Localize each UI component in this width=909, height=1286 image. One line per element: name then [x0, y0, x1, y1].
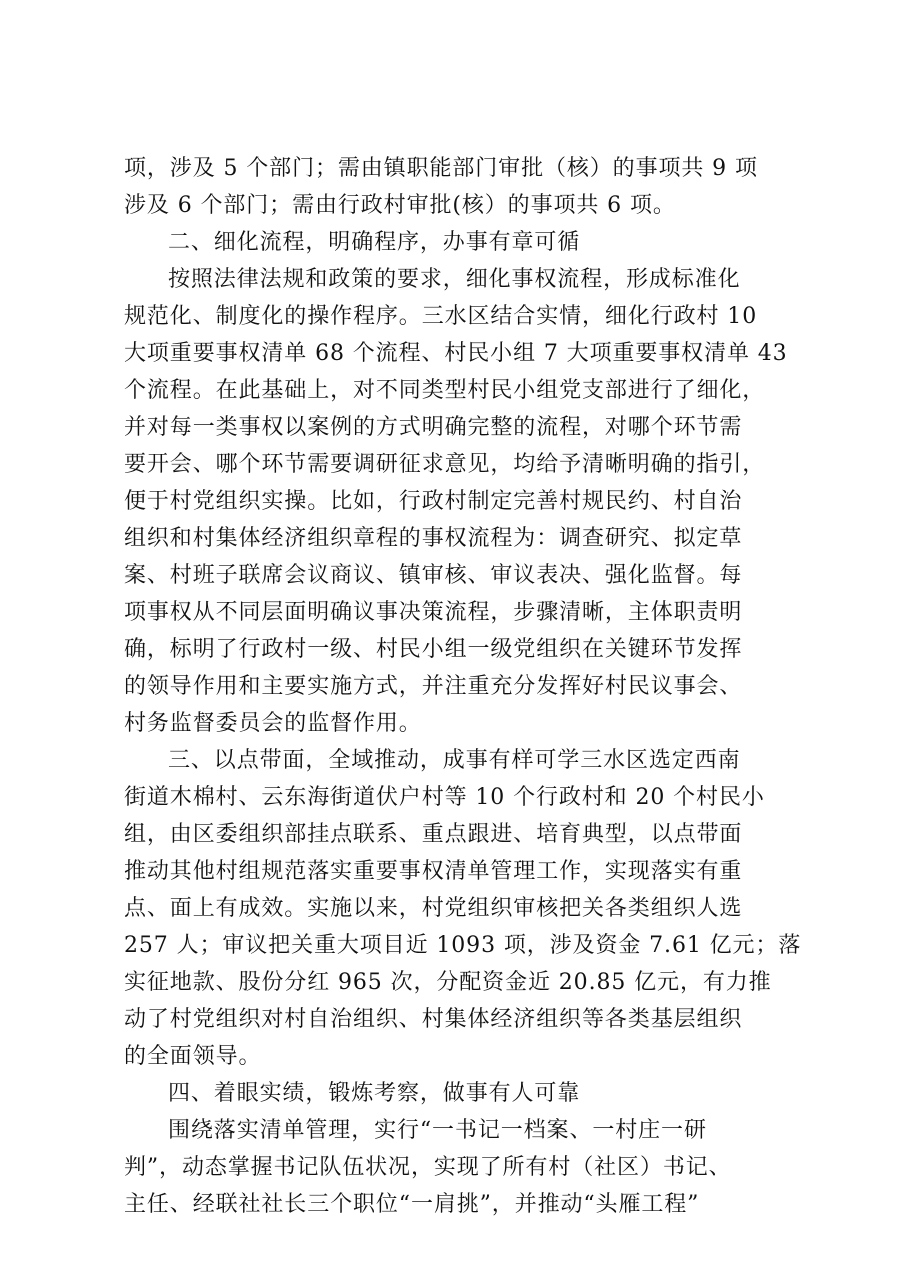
text-line: 257 人；审议把关重大项目近 1093 项，涉及资金 7.61 亿元；落	[124, 933, 802, 958]
text-line: 按照法律法规和政策的要求，细化事权流程，形成标准化	[168, 267, 741, 292]
text-line: 判”，动态掌握书记队伍状况，实现了所有村（社区）书记、	[124, 1155, 732, 1180]
text-line: 组，由区委组织部挂点联系、重点跟进、培育典型，以点带面	[124, 822, 743, 847]
text-line: 便于村党组织实操。比如，行政村制定完善村规民约、村自治	[124, 489, 743, 514]
text-line: 的领导作用和主要实施方式，并注重充分发挥好村民议事会、	[124, 674, 743, 699]
text-line: 项，涉及 5 个部门；需由镇职能部门审批（核）的事项共 9 项	[124, 156, 758, 181]
body-text	[124, 150, 802, 1223]
section-heading: 二、细化流程，明确程序，办事有章可循	[168, 230, 581, 255]
section-heading: 四、着眼实绩，锻炼考察，做事有人可靠	[168, 1081, 581, 1106]
text-line: 大项重要事权清单 68 个流程、村民小组 7 大项重要事权清单 43	[124, 341, 788, 366]
text-line: 个流程。在此基础上，对不同类型村民小组党支部进行了细化，	[124, 378, 766, 403]
text-line: 村务监督委员会的监督作用。	[124, 711, 422, 736]
text-line: 并对每一类事权以案例的方式明确完整的流程，对哪个环节需	[124, 415, 743, 440]
text-line: 规范化、制度化的操作程序。三水区结合实情，细化行政村 10	[124, 304, 758, 329]
text-line: 案、村班子联席会议商议、镇审核、审议表决、强化监督。每	[124, 563, 743, 588]
text-line: 街道木棉村、云东海街道伏户村等 10 个行政村和 20 个村民小	[124, 785, 765, 810]
text-line: 要开会、哪个环节需要调研征求意见，均给予清晰明确的指引，	[124, 452, 766, 477]
section-heading: 三、以点带面，全域推动，成事有样可学三水区选定西南	[168, 748, 741, 773]
text-line: 涉及 6 个部门；需由行政村审批(核）的事项共 6 项。	[124, 193, 676, 218]
text-line: 确，标明了行政村一级、村民小组一级党组织在关键环节发挥	[124, 637, 743, 662]
text-line: 组织和村集体经济组织章程的事权流程为：调查研究、拟定草	[124, 526, 743, 551]
text-line: 实征地款、股份分红 965 次，分配资金近 20.85 亿元，有力推	[124, 970, 772, 995]
text-line: 项事权从不同层面明确议事决策流程，步骤清晰，主体职责明	[124, 600, 743, 625]
text-line: 主任、经联社社长三个职位“一肩挑”，并推动“头雁工程”	[124, 1192, 700, 1217]
text-line: 的全面领导。	[124, 1044, 262, 1069]
text-line: 推动其他村组规范落实重要事权清单管理工作，实现落实有重	[124, 859, 743, 884]
text-line: 点、面上有成效。实施以来，村党组织审核把关各类组织人选	[124, 896, 743, 921]
text-line: 动了村党组织对村自治组织、村集体经济组织等各类基层组织	[124, 1007, 743, 1032]
text-line: 围绕落实清单管理，实行“一书记一档案、一村庄一研	[168, 1118, 707, 1143]
